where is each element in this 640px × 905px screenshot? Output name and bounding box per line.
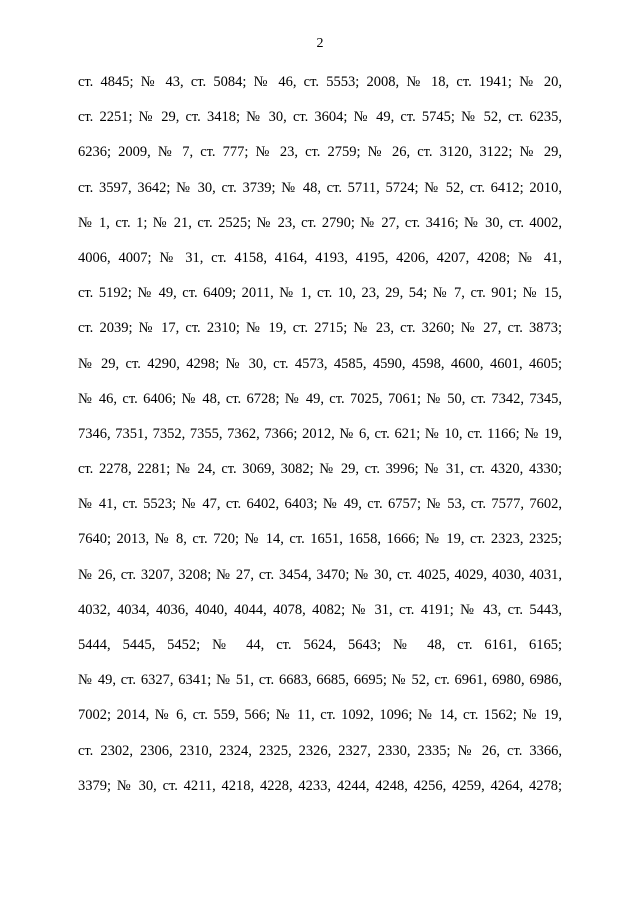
text-line: ст. 2302, 2306, 2310, 2324, 2325, 2326, 2327, 2330, 2335; № 26, ст. 3366, [78,742,562,759]
text-line: 7640; 2013, № 8, ст. 720; № 14, ст. 1651, 1658, 1666; № 19, ст. 2323, 2325; [78,531,562,548]
text-line: 7346, 7351, 7352, 7355, 7362, 7366; 2012, № 6, ст. 621; № 10, ст. 1166; № 19, [78,425,562,442]
text-line: № 1, ст. 1; № 21, ст. 2525; № 23, ст. 2790; № 27, ст. 3416; № 30, ст. 4002, [78,214,562,231]
text-line: № 29, ст. 4290, 4298; № 30, ст. 4573, 4585, 4590, 4598, 4600, 4601, 4605; [78,355,562,372]
text-line: 6236; 2009, № 7, ст. 777; № 23, ст. 2759; № 26, ст. 3120, 3122; № 29, [78,144,562,161]
text-line: 5444, 5445, 5452; № 44, ст. 5624, 5643; № 48, ст. 6161, 6165; [78,637,562,653]
text-line: 7002; 2014, № 6, ст. 559, 566; № 11, ст. 1092, 1096; № 14, ст. 1562; № 19, [78,707,562,724]
text-line: ст. 3597, 3642; № 30, ст. 3739; № 48, ст. 5711, 5724; № 52, ст. 6412; 2010, [78,179,562,196]
text-line: № 26, ст. 3207, 3208; № 27, ст. 3454, 3470; № 30, ст. 4025, 4029, 4030, 4031, [78,566,562,583]
text-line: 4032, 4034, 4036, 4040, 4044, 4078, 4082; № 31, ст. 4191; № 43, ст. 5443, [78,601,562,618]
text-line: № 46, ст. 6406; № 48, ст. 6728; № 49, ст. 7025, 7061; № 50, ст. 7342, 7345, [78,390,562,407]
document-body [78,72,562,811]
text-line: ст. 5192; № 49, ст. 6409; 2011, № 1, ст. 10, 23, 29, 54; № 7, ст. 901; № 15, [78,285,562,302]
text-line: ст. 4845; № 43, ст. 5084; № 46, ст. 5553; 2008, № 18, ст. 1941; № 20, [78,74,562,90]
text-line: № 41, ст. 5523; № 47, ст. 6402, 6403; № 49, ст. 6757; № 53, ст. 7577, 7602, [78,496,562,513]
text-line: ст. 2251; № 29, ст. 3418; № 30, ст. 3604; № 49, ст. 5745; № 52, ст. 6235, [78,109,562,126]
text-line: 3379; № 30, ст. 4211, 4218, 4228, 4233, 4244, 4248, 4256, 4259, 4264, 4278; [78,777,562,794]
text-line: ст. 2278, 2281; № 24, ст. 3069, 3082; № 29, ст. 3996; № 31, ст. 4320, 4330; [78,461,562,478]
page-number: 2 [316,36,324,51]
text-line: ст. 2039; № 17, ст. 2310; № 19, ст. 2715; № 23, ст. 3260; № 27, ст. 3873; [78,320,562,337]
text-line: № 49, ст. 6327, 6341; № 51, ст. 6683, 6685, 6695; № 52, ст. 6961, 6980, 6986, [78,672,562,689]
text-line: 4006, 4007; № 31, ст. 4158, 4164, 4193, 4195, 4206, 4207, 4208; № 41, [78,249,562,266]
